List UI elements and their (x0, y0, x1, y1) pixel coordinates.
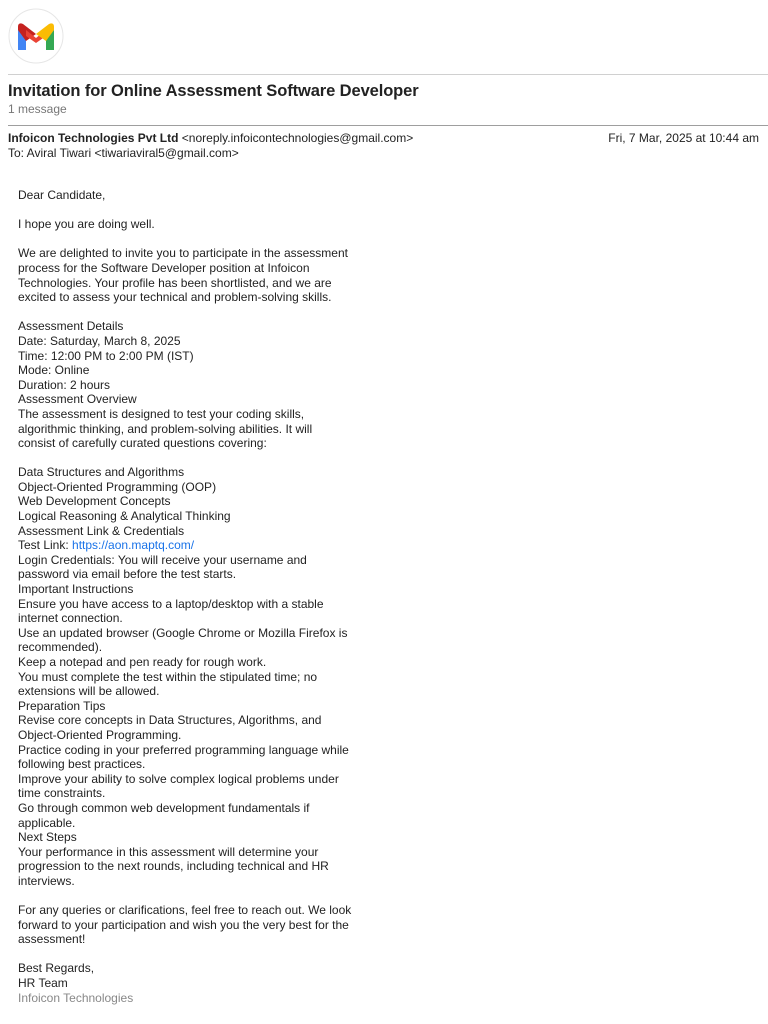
body-line: Preparation Tips (18, 698, 106, 713)
body-line: Important Instructions (18, 582, 134, 597)
body-line: Revise core concepts in Data Structures, Algorithms, and (18, 713, 322, 728)
body-line: You must complete the test within the stipulated time; no (18, 669, 318, 684)
instructions (18, 553, 378, 889)
test-link-label: Test Link: (18, 538, 73, 553)
gmail-logo-icon[interactable] (8, 8, 64, 64)
body-line: Object-Oriented Programming. (18, 727, 182, 742)
body-line: time constraints. (18, 786, 106, 801)
header-divider (8, 74, 768, 75)
body-line: Login Credentials: You will receive your username and (18, 552, 307, 567)
topics-list (18, 465, 378, 538)
test-link-line (18, 538, 378, 553)
body-line: Your performance in this assessment will determine your (18, 844, 319, 859)
topic-item: Logical Reasoning & Analytical Thinking (18, 509, 231, 524)
body-line: extensions will be allowed. (18, 684, 160, 699)
topic-item: Object-Oriented Programming (OOP) (18, 479, 217, 494)
body-line: process for the Software Developer position at Infoicon (18, 260, 310, 275)
signoff: Best Regards, (18, 961, 95, 976)
body-line: Go through common web development fundamentals if (18, 800, 310, 815)
topic-item: Web Development Concepts (18, 494, 171, 509)
greeting: Dear Candidate, (18, 188, 106, 202)
message-count: 1 message (8, 102, 67, 116)
body-line: interviews. (18, 873, 75, 888)
body-line: Technologies. Your profile has been shortlisted, and we are (18, 275, 332, 290)
body-line: Time: 12:00 PM to 2:00 PM (IST) (18, 348, 194, 363)
body-line: following best practices. (18, 757, 146, 772)
body-line: password via email before the test starts. (18, 567, 237, 582)
body-line: excited to assess your technical and problem-solving skills. (18, 290, 332, 305)
body-line: Practice coding in your preferred programming language while (18, 742, 349, 757)
body-line: Duration: 2 hours (18, 377, 111, 392)
body-line: Ensure you have access to a laptop/desktop with a stable (18, 596, 324, 611)
closing-paragraph (18, 903, 378, 947)
body-line: consist of carefully curated questions covering: (18, 436, 267, 451)
email-subject: Invitation for Online Assessment Software Developer (8, 82, 419, 100)
body-line: Use an updated browser (Google Chrome or Mozilla Firefox is (18, 625, 348, 640)
email-date: Fri, 7 Mar, 2025 at 10:44 am (608, 131, 759, 145)
email-body (18, 188, 378, 1005)
test-link[interactable]: https://aon.maptq.com/ (72, 538, 195, 553)
body-line: Mode: Online (18, 363, 90, 378)
body-line: progression to the next rounds, including technical and HR (18, 859, 329, 874)
intro-paragraph (18, 246, 378, 304)
body-line: For any queries or clarifications, feel free to reach out. We look (18, 903, 352, 918)
recipient-line: To: Aviral Tiwari <tiwariaviral5@gmail.com> (8, 146, 239, 160)
body-line: recommended). (18, 640, 103, 655)
body-line: Improve your ability to solve complex logical problems under (18, 771, 339, 786)
body-line: Keep a notepad and pen ready for rough work. (18, 655, 267, 669)
body-line: We are delighted to invite you to participate in the assessment (18, 246, 348, 261)
body-line: assessment! (18, 932, 86, 947)
assessment-details (18, 319, 378, 450)
body-line: applicable. (18, 815, 76, 830)
sender-email[interactable]: <noreply.infoicontechnologies@gmail.com> (181, 131, 414, 145)
signature-team: HR Team (18, 976, 68, 991)
topic-item: Data Structures and Algorithms (18, 465, 185, 480)
body-line: algorithmic thinking, and problem-solving abilities. It will (18, 421, 313, 436)
body-line: forward to your participation and wish you the very best for the (18, 917, 349, 932)
body-line: Assessment Overview (18, 392, 137, 407)
topic-item: Assessment Link & Credentials (18, 523, 185, 538)
body-line: Date: Saturday, March 8, 2025 (18, 333, 181, 348)
body-line: internet connection. (18, 611, 123, 626)
body-line: The assessment is designed to test your coding skills, (18, 406, 305, 421)
sender-name[interactable]: Infoicon Technologies Pvt Ltd (8, 131, 179, 145)
body-line: Assessment Details (18, 319, 124, 334)
body-paragraph: I hope you are doing well. (18, 217, 155, 232)
body-line: Next Steps (18, 830, 77, 845)
sender-line (8, 131, 413, 145)
signature-company: Infoicon Technologies (18, 990, 134, 1005)
message-divider (8, 125, 768, 126)
